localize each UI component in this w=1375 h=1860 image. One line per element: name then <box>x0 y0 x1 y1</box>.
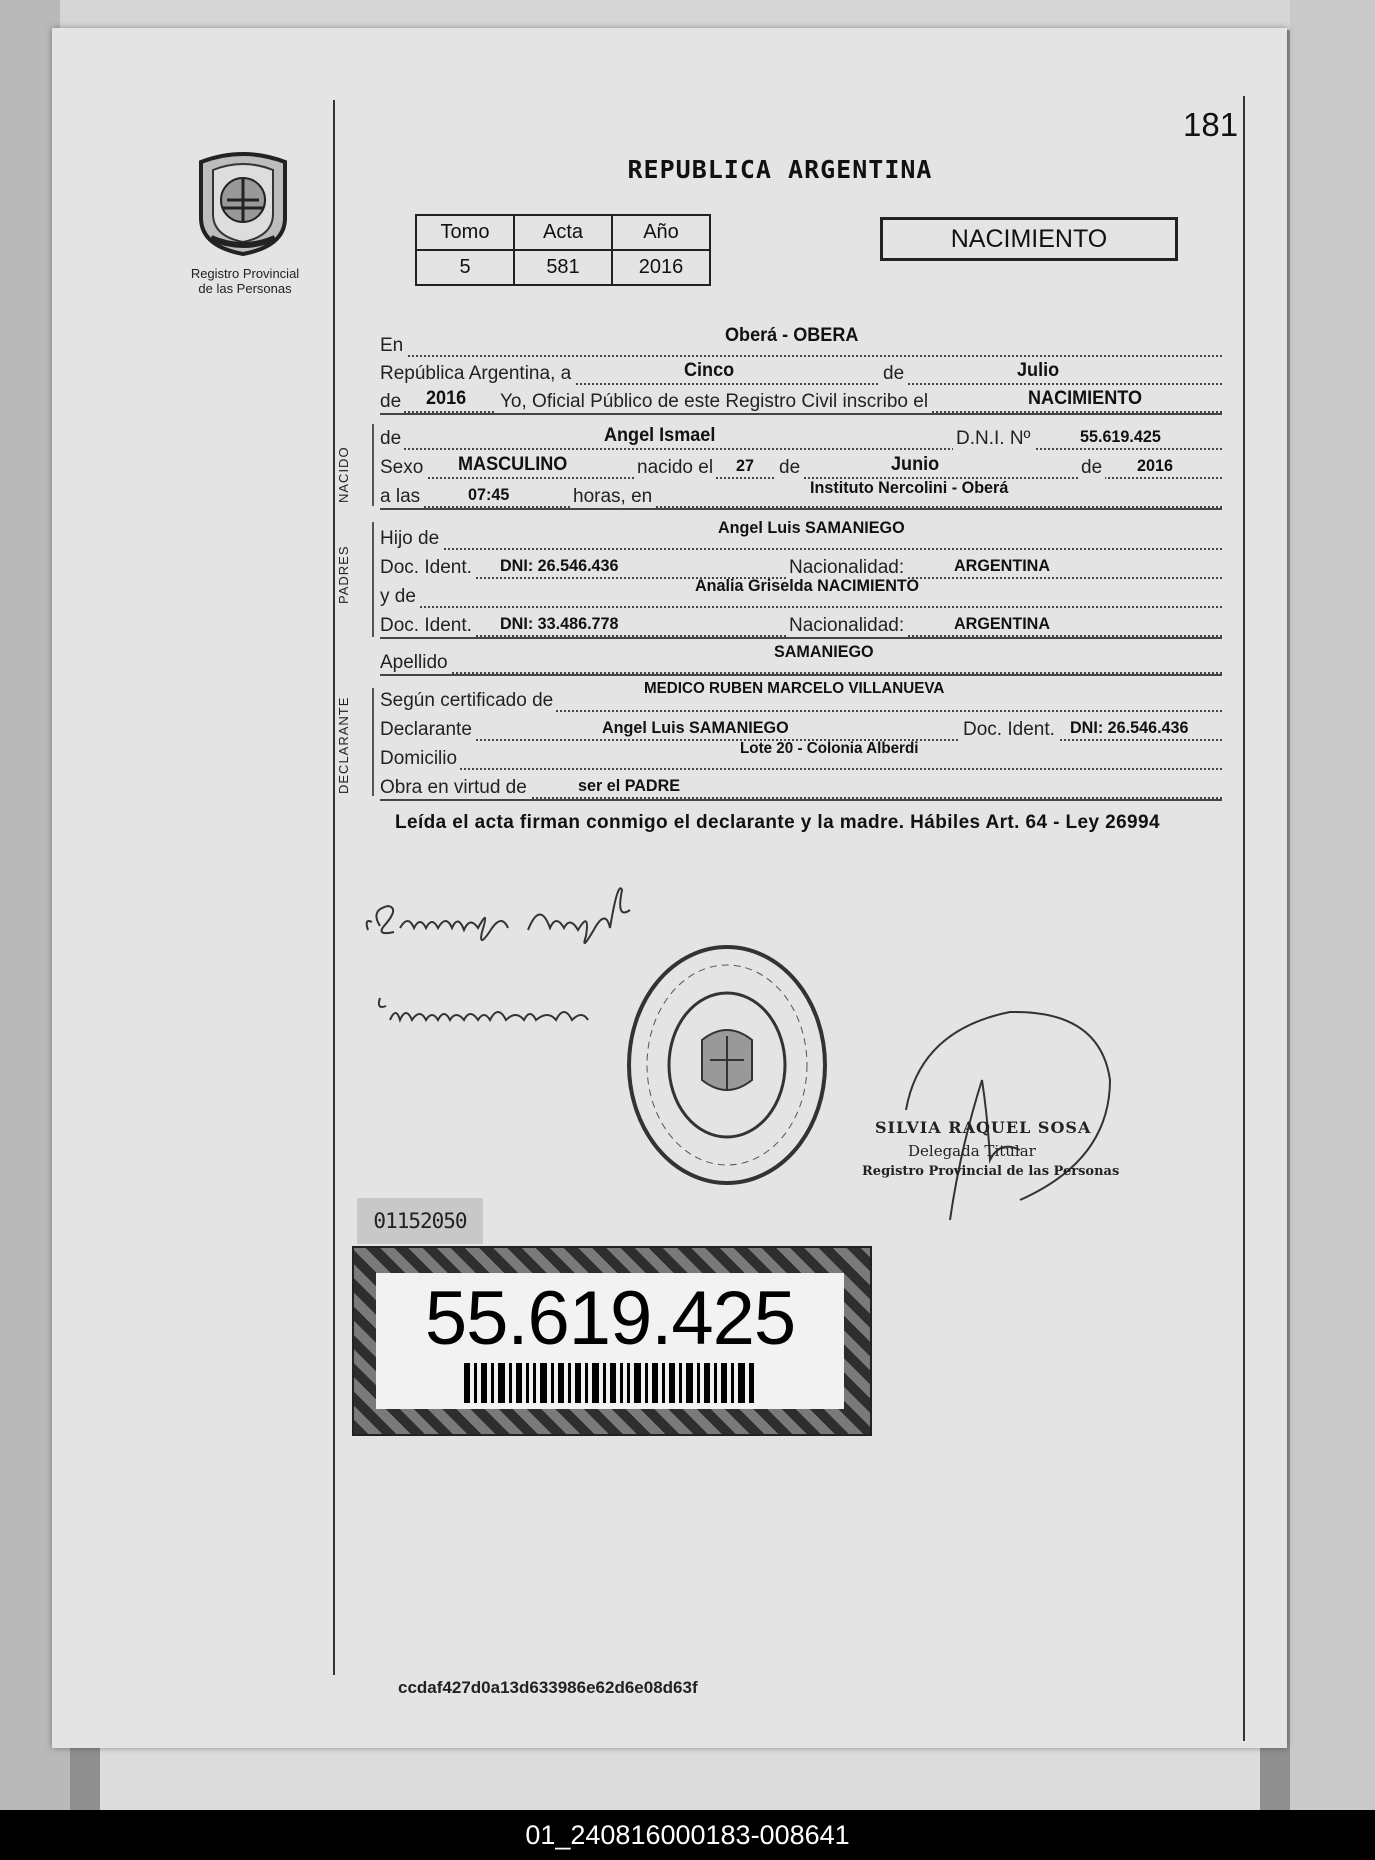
section-parents: PADRES <box>336 545 351 605</box>
footer-bar <box>0 1810 1375 1860</box>
barcode <box>464 1363 754 1403</box>
birth-of-label-2: de <box>1078 457 1105 479</box>
file-identifier: 01_240816000183-008641 <box>525 1820 850 1850</box>
section-born: NACIDO <box>336 446 351 504</box>
page-number: 181 <box>1183 106 1239 143</box>
date-of-label: de <box>880 363 907 385</box>
background-right <box>1290 0 1375 1810</box>
header-tomo: Tomo <box>416 215 514 250</box>
id-card <box>376 1273 844 1409</box>
and-of-label: y de <box>380 586 419 608</box>
value-acta: 581 <box>514 250 612 285</box>
father-nationality: ARGENTINA <box>954 556 1051 575</box>
section-parents-brace <box>372 522 374 637</box>
id-number: 55.619.425 <box>424 1276 796 1361</box>
certificate-line <box>380 680 1222 712</box>
father-doc-label: Doc. Ident. <box>380 557 475 579</box>
official-role: Delegada Titular <box>908 1142 1036 1160</box>
provincial-crest-logo <box>193 148 293 256</box>
background-top <box>60 0 1310 30</box>
mother-name: Analia Griselda NACIMIENTO <box>695 576 920 595</box>
margin-rule-right <box>1243 96 1245 1741</box>
record-type-box: NACIMIENTO <box>880 217 1178 261</box>
capacity-value: ser el PADRE <box>578 776 681 795</box>
declarant-name: Angel Luis SAMANIEGO <box>602 718 789 737</box>
event-value: NACIMIENTO <box>1028 388 1142 409</box>
declarant-line <box>380 717 1222 741</box>
margin-rule-left <box>333 100 335 1675</box>
date-label: República Argentina, a <box>380 363 574 385</box>
declarant-doc-label: Doc. Ident. <box>960 719 1058 741</box>
birth-place: Instituto Nercolini - Oberá <box>810 478 1009 497</box>
year-value: 2016 <box>426 388 467 409</box>
stamp-code: 01152050 <box>357 1198 483 1244</box>
mother-doc-label: Doc. Ident. <box>380 615 475 637</box>
sex-value: MASCULINO <box>458 454 568 475</box>
country-heading: REPUBLICA ARGENTINA <box>627 155 933 184</box>
mother-doc-line <box>380 613 1222 637</box>
mother-doc: DNI: 33.486.778 <box>500 614 619 633</box>
year-line <box>380 389 1222 413</box>
certificate-label: Según certificado de <box>380 690 556 712</box>
surname-line <box>380 642 1222 674</box>
date-day: Cinco <box>684 360 735 381</box>
mother-line <box>380 576 1222 608</box>
official-signature-flourish <box>860 1000 1120 1220</box>
separator-3 <box>380 637 1222 639</box>
surname-value: SAMANIEGO <box>774 642 874 661</box>
mother-nationality-label: Nacionalidad: <box>786 615 907 637</box>
sex-label: Sexo <box>380 457 426 479</box>
address-line <box>380 740 1222 770</box>
mother-nationality: ARGENTINA <box>954 614 1051 633</box>
place-label: En <box>380 335 406 357</box>
father-doc: DNI: 26.546.436 <box>500 556 619 575</box>
birth-year: 2016 <box>1137 456 1173 475</box>
born-on-label: nacido el <box>634 457 716 479</box>
son-of-label: Hijo de <box>380 528 442 550</box>
declarant-label: Declarante <box>380 719 475 741</box>
hours-label: horas, en <box>570 486 655 508</box>
time-label: a las <box>380 486 423 508</box>
father-name: Angel Luis SAMANIEGO <box>718 518 905 537</box>
document-hash: ccdaf427d0a13d633986e62d6e08d63f <box>398 1678 698 1697</box>
separator-4 <box>380 674 1222 676</box>
birth-of-label: de <box>776 457 803 479</box>
date-month: Julio <box>1017 360 1060 381</box>
address-value: Lote 20 - Colonia Alberdi <box>740 740 919 757</box>
section-born-brace <box>372 424 374 506</box>
section-declarant-brace <box>372 688 374 796</box>
born-name-label: de <box>380 428 404 450</box>
birth-day: 27 <box>736 456 754 475</box>
address-label: Domicilio <box>380 748 460 770</box>
value-anio: 2016 <box>612 250 710 285</box>
surname-label: Apellido <box>380 652 451 674</box>
time-value: 07:45 <box>468 485 510 504</box>
registry-label: Registro Provincial de las Personas <box>190 266 300 296</box>
declarant-doc: DNI: 26.546.436 <box>1070 718 1189 737</box>
separator-1 <box>380 413 1222 415</box>
official-name: SILVIA RAQUEL SOSA <box>875 1118 1092 1137</box>
certificate-value: MEDICO RUBEN MARCELO VILLANUEVA <box>644 680 945 697</box>
year-label: de <box>380 391 404 413</box>
section-declarant: DECLARANTE <box>336 696 351 794</box>
header-anio: Año <box>612 215 710 250</box>
official-office: Registro Provincial de las Personas <box>862 1164 1120 1179</box>
born-sex-line <box>380 455 1222 479</box>
father-nationality-label: Nacionalidad: <box>786 557 907 579</box>
separator-5 <box>380 799 1222 801</box>
born-dni-label: D.N.I. Nº <box>953 428 1034 450</box>
closing-statement: Leída el acta firman conmigo el declarante y la madre. Hábiles Art. 64 - Ley 26994 <box>395 812 1160 833</box>
inscription-text: Yo, Oficial Público de este Registro Civil inscribo el <box>496 391 931 413</box>
capacity-line <box>380 775 1222 799</box>
birth-month: Junio <box>891 454 940 475</box>
official-seal <box>622 940 832 1190</box>
header-acta: Acta <box>514 215 612 250</box>
separator-2 <box>380 508 1222 510</box>
capacity-label: Obra en virtud de <box>380 777 530 799</box>
place-line <box>380 325 1222 357</box>
date-line <box>380 361 1222 385</box>
born-name-value: Angel Ismael <box>604 425 716 446</box>
father-line <box>380 518 1222 550</box>
born-dni-value: 55.619.425 <box>1080 427 1161 446</box>
record-number-table <box>415 214 711 286</box>
born-name-line <box>380 426 1222 450</box>
place-value: Oberá - OBERA <box>725 325 859 346</box>
id-sticker <box>352 1246 872 1436</box>
born-time-line <box>380 478 1222 508</box>
value-tomo: 5 <box>416 250 514 285</box>
